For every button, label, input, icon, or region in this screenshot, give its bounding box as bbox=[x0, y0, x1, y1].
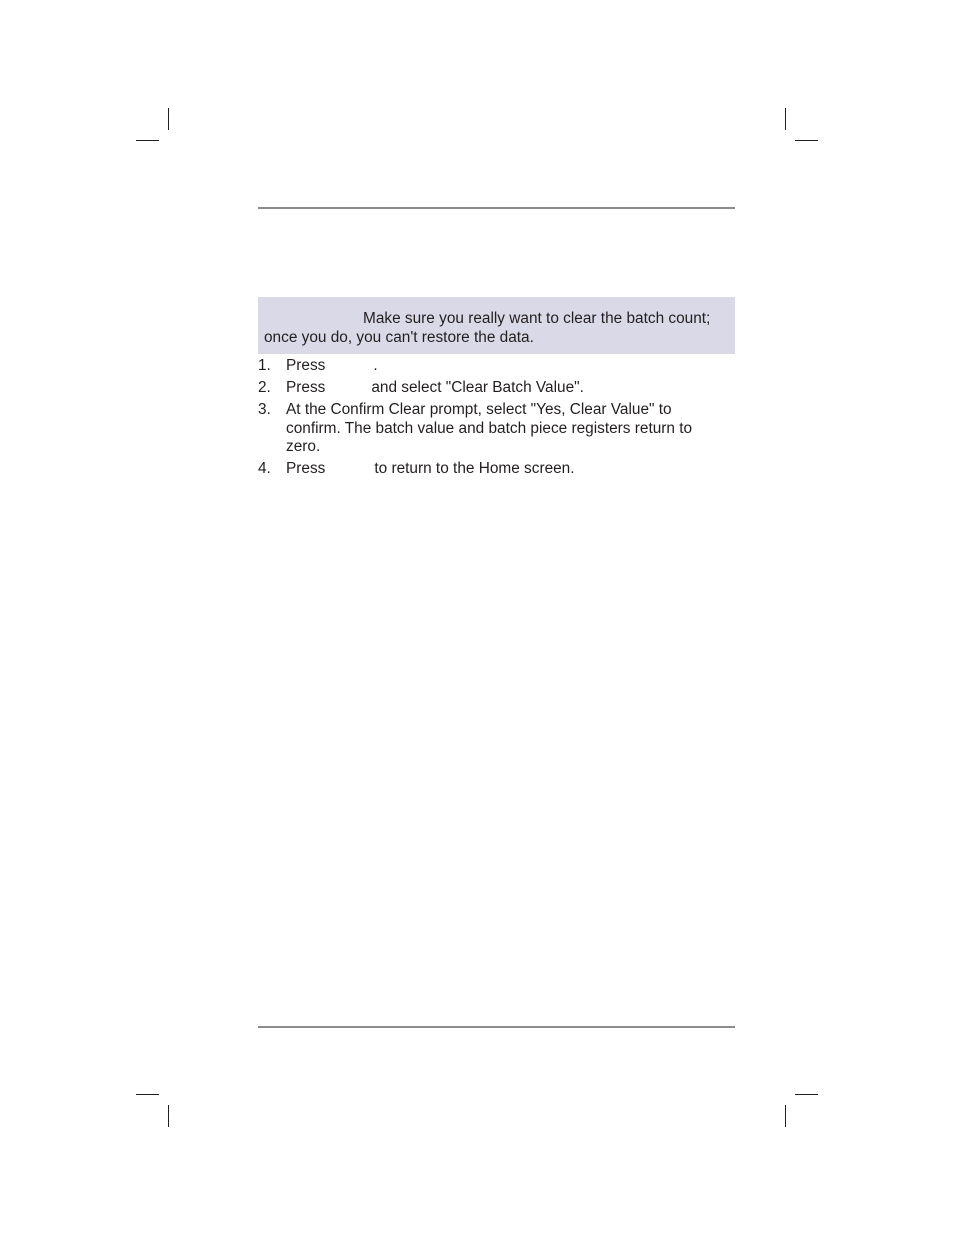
crop-mark-top-right-vertical bbox=[785, 108, 786, 130]
step-3 bbox=[258, 401, 735, 457]
step-number: 2. bbox=[258, 379, 271, 396]
crop-mark-top-left-vertical bbox=[168, 108, 169, 130]
crop-mark-bottom-left-horizontal bbox=[136, 1094, 159, 1095]
step-text-before: Press bbox=[286, 357, 326, 374]
note-text-line1: Make sure you really want to clear the batch count; bbox=[363, 310, 711, 327]
step-text-after: to return to the Home screen. bbox=[374, 460, 575, 477]
step-text-line1: At the Confirm Clear prompt, select "Yes, Clear Value" to bbox=[286, 401, 672, 418]
crop-mark-bottom-right-horizontal bbox=[795, 1094, 818, 1095]
note-text-line2: once you do, you can't restore the data. bbox=[264, 329, 534, 346]
crop-mark-top-right-horizontal bbox=[795, 140, 818, 141]
step-text-after: and select "Clear Batch Value". bbox=[371, 379, 584, 396]
header-rule bbox=[258, 207, 735, 209]
crop-mark-top-left-horizontal bbox=[136, 140, 159, 141]
step-4 bbox=[258, 460, 735, 479]
step-1 bbox=[258, 357, 735, 376]
step-2 bbox=[258, 379, 735, 398]
step-text-before: Press bbox=[286, 379, 326, 396]
footer-rule bbox=[258, 1026, 735, 1028]
steps-list bbox=[258, 357, 735, 482]
step-number: 3. bbox=[258, 401, 271, 418]
step-number: 1. bbox=[258, 357, 271, 374]
crop-mark-bottom-right-vertical bbox=[785, 1105, 786, 1127]
caution-note bbox=[258, 297, 735, 354]
step-text-before: Press bbox=[286, 460, 326, 477]
step-text-line2: confirm. The batch value and batch piece registers return to bbox=[286, 419, 693, 437]
step-number: 4. bbox=[258, 460, 271, 477]
step-text-after: . bbox=[373, 357, 378, 374]
crop-mark-bottom-left-vertical bbox=[168, 1105, 169, 1127]
step-text-line3: zero. bbox=[286, 438, 321, 455]
